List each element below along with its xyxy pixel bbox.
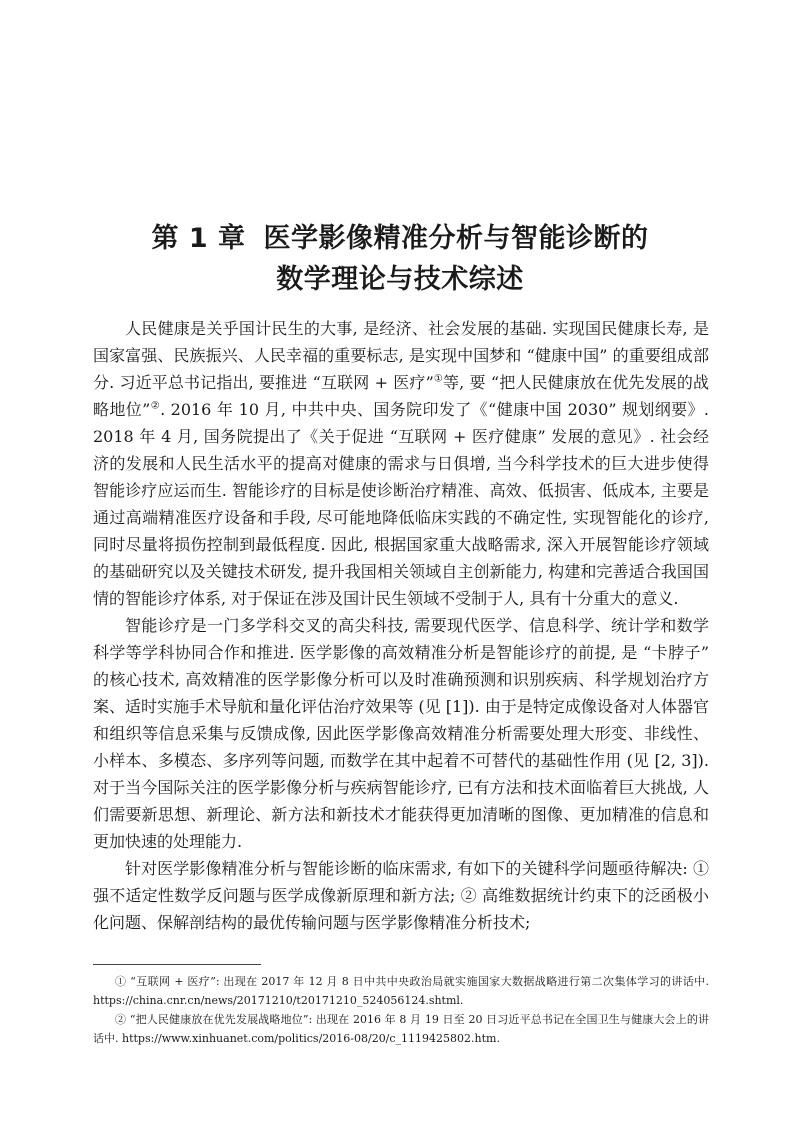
chapter-title-line-2: 数学理论与技术综述 xyxy=(276,264,524,295)
footnote-2-text: “把人民健康放在优先发展战略地位”: 出现在 2016 年 8 月 19 日至 20 日习近平总书记在全国卫生与健康大会上的讲话中. https://www.xinhuanet.com/politics/2016-08/20/c_1119425802.htm. xyxy=(93,1013,710,1045)
footnote-ref-2[interactable]: ② xyxy=(150,400,161,412)
paragraph-2: 智能诊疗是一门多学科交叉的高尖科技, 需要现代医学、信息科学、统计学和数学科学等学科协同合作和推进. 医学影像的高效精准分析是智能诊疗的前提, 是 “卡脖子” 的核心技术, 高效精准的医学影像分析可以及时准确预测和识别疾病、科学规划治疗方案、适时实施手术导航和量化评估治疗效果等 (见 [1]). 由于是特定成像设备对人体器官和组织等信息采集与反馈成像, 因此医学影像高效精准分析需要处理大形变、非线性、小样本、多模态、多序列等问题, 而数学在其中起着不可替代的基础性作用 (见 [2, 3]). 对于当今国际关注的医学影像分析与疾病智能诊疗, 已有方法和技术面临着巨大挑战, 人们需要新思想、新理论、新方法和新技术才能获得更加清晰的图像、更加精准的信息和更加快速的处理能力. xyxy=(93,616,709,851)
chapter-number: 第 1 章 xyxy=(151,223,246,254)
footnote-2 xyxy=(93,1010,709,1048)
paragraph-3: 针对医学影像精准分析与智能诊断的临床需求, 有如下的关键科学问题亟待解决: ① 强不适定性数学反问题与医学成像新原理和新方法; ② 高维数据统计约束下的泛函极小化问题、保解剖结构的最优传输问题与医学影像精准分析技术; xyxy=(93,859,709,932)
footnote-1-text: “互联网 + 医疗”: 出现在 2017 年 12 月 8 日中共中央政治局就实施国家大数据战略进行第二次集体学习的讲话中. https://china.cnr.cn/news/20171210/t20171210_524056124.shtml. xyxy=(93,975,710,1007)
chapter-title xyxy=(90,218,710,300)
paragraph-1 xyxy=(93,315,709,612)
footnotes xyxy=(93,972,709,1048)
paragraph-1-part-3: . 2016 年 10 月, 中共中央、国务院印发了《“健康中国 2030” 规划纲要》. 2018 年 4 月, 国务院提出了《关于促进 “互联网 + 医疗健康” 发展的意见》. 社会经济的发展和人民生活水平的提高对健康的需求与日俱增, 当今科学技术的巨大进步使得智能诊疗应运而生. 智能诊疗的目标是使诊断治疗精准、高效、低损害、低成本, 主要是通过高端精准医疗设备和手段, 尽可能地降低临床实践的不确定性, 实现智能化的诊疗, 同时尽量将损伤控制到最低程度. 因此, 根据国家重大战略需求, 深入开展智能诊疗领域的基础研究以及关键技术研发, 提升我国相关领域自主创新能力, 构建和完善适合我国国情的智能诊疗体系, 对于保证在涉及国计民生领域不受制于人, 具有十分重大的意义. xyxy=(93,400,709,608)
paragraph-1-part-1: 人民健康是关乎国计民生的大事, 是经济、社会发展的基础. 实现国民健康长寿, 是国家富强、民族振兴、人民幸福的重要标志, 是实现中国梦和 “健康中国” 的重要组成部分. 习近平总书记指出, 要推进 “互联网 + 医疗” xyxy=(93,319,709,392)
chapter-title-line-1 xyxy=(90,218,710,259)
footnote-2-mark: ② xyxy=(115,1013,127,1026)
footnote-1-mark: ① xyxy=(115,975,127,988)
chapter-body xyxy=(93,315,709,936)
paragraph-1-part-2: 等, 要 “把人民健康放在优先发展的战略地位” xyxy=(93,373,709,419)
footnote-divider xyxy=(93,964,261,965)
footnote-ref-1[interactable]: ① xyxy=(433,373,444,385)
footnote-1 xyxy=(93,972,709,1010)
chapter-title-text-1: 医学影像精准分析与智能诊断的 xyxy=(263,223,649,254)
